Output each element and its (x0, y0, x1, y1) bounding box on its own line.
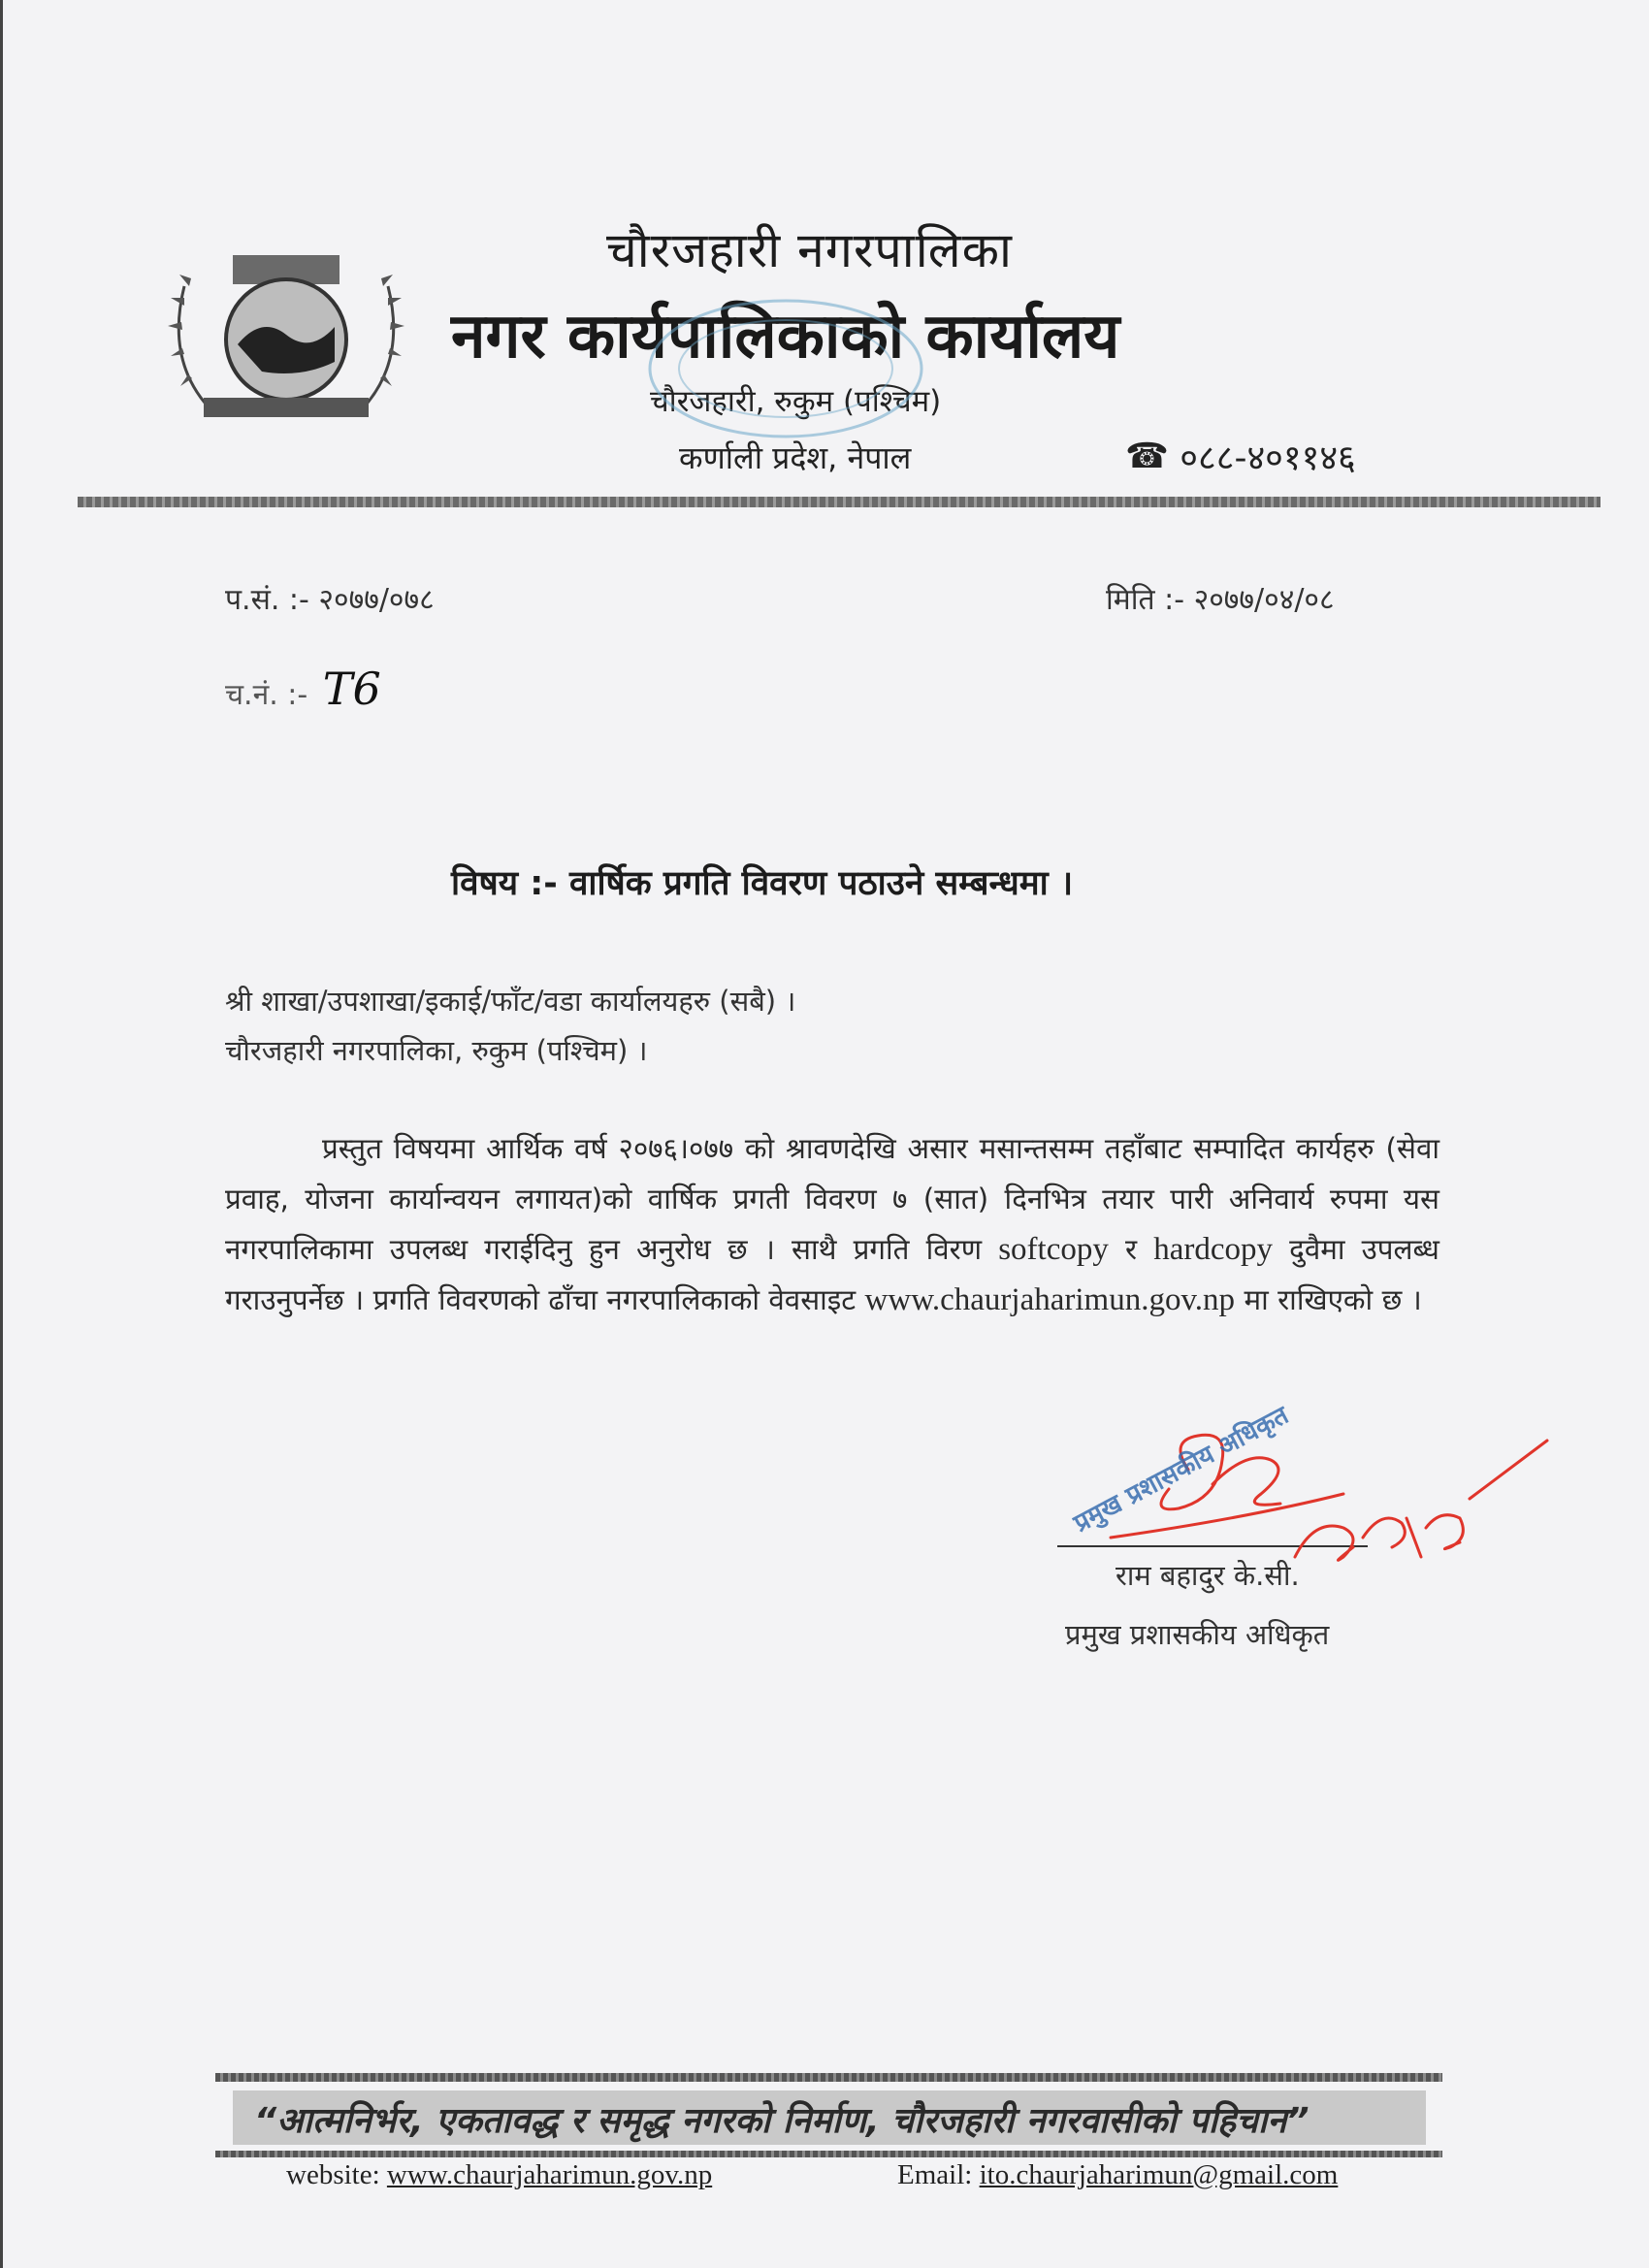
footer-website-label: website: (286, 2159, 380, 2190)
body-website-link[interactable]: www.chaurjaharimun.gov.np (864, 1282, 1236, 1317)
footer-email-label: Email: (897, 2159, 973, 2190)
letter-date (1106, 578, 1335, 618)
municipality-name: चौरजहारी नगरपालिका (606, 222, 1013, 278)
body-part-3: दुवैमा उपलब्ध गराउनुपर्नेछ । प्रगति विवरणको ढाँचा नगरपालिकाको वेवसाइट (225, 1233, 1439, 1316)
signatory-title: प्रमुख प्रशासकीय अधिकृत (1065, 1618, 1330, 1651)
dispatch-number (225, 663, 381, 715)
footer-website-link[interactable]: www.chaurjaharimun.gov.np (386, 2159, 713, 2190)
letter-subject: विषय :- वार्षिक प्रगति विवरण पठाउने सम्बन्धमा । (451, 864, 1074, 903)
body-softcopy: softcopy (998, 1232, 1109, 1267)
addressee-line-2: चौरजहारी नगरपालिका, रुकुम (पश्चिम) । (225, 1034, 648, 1067)
date-label: मिति :- (1106, 583, 1185, 617)
municipality-motto: “आत्मनिर्भर, एकतावद्ध र समृद्ध नगरको निर्माण, चौरजहारी नगरवासीको पहिचान” (254, 2101, 1310, 2141)
body-part-2: र (1125, 1233, 1138, 1266)
body-part-4: मा राखिएको छ । (1244, 1283, 1422, 1316)
designation-stamp: प्रमुख प्रशासकीय अधिकृत (1069, 1401, 1294, 1539)
body-hardcopy: hardcopy (1153, 1232, 1274, 1267)
footer-email (897, 2159, 1338, 2191)
page-left-edge (0, 0, 3, 2268)
office-stamp-icon (640, 291, 931, 446)
reference-label: प.सं. :- (225, 583, 309, 617)
header-divider (78, 497, 1600, 507)
date-value: २०७७/०४/०८ (1193, 583, 1335, 617)
dispatch-value: T6 (322, 663, 381, 715)
nepal-government-emblem-icon (146, 247, 427, 422)
dispatch-label: च.नं. :- (225, 678, 308, 712)
office-location: चौरजहारी, रुकुम (पश्चिम) (650, 384, 942, 419)
office-province: कर्णाली प्रदेश, नेपाल (679, 439, 912, 476)
office-name: नगर कार्यपालिकाको कार्यालय (451, 301, 1120, 373)
signatory-name: राम बहादुर के.सी. (1116, 1559, 1300, 1592)
body-part-1: प्रस्तुत विषयमा आर्थिक वर्ष २०७६।०७७ को श्रावणदेखि असार मसान्तसम्म तहाँबाट सम्पादित कार्यहरु (सेवा प्रवाह, योजना कार्यान्वयन लगायत)को वार्षिक प्रगती विवरण ७ (सात) दिनभित्र तयार पारी अनिवार्य रुपमा यस नगरपालिकामा उपलब्ध गराईदिनु हुन अनुरोध छ । साथै प्रगति विरण (225, 1132, 1439, 1266)
footer-email-link[interactable]: ito.chaurjaharimun@gmail.com (979, 2159, 1339, 2190)
phone-number: ०८८-४०११४६ (1180, 438, 1356, 478)
footer-website (286, 2159, 712, 2191)
telephone-icon: ☎ (1125, 437, 1169, 476)
letter-body (225, 1123, 1439, 1325)
reference-number (225, 578, 435, 618)
footer-divider-bottom (215, 2151, 1442, 2157)
office-phone (1125, 433, 1356, 480)
footer-divider-top (215, 2073, 1442, 2082)
addressee-line-1: श्री शाखा/उपशाखा/इकाई/फाँट/वडा कार्यालयहरु (सबै) । (225, 985, 796, 1018)
reference-value: २०७७/०७८ (318, 583, 435, 617)
